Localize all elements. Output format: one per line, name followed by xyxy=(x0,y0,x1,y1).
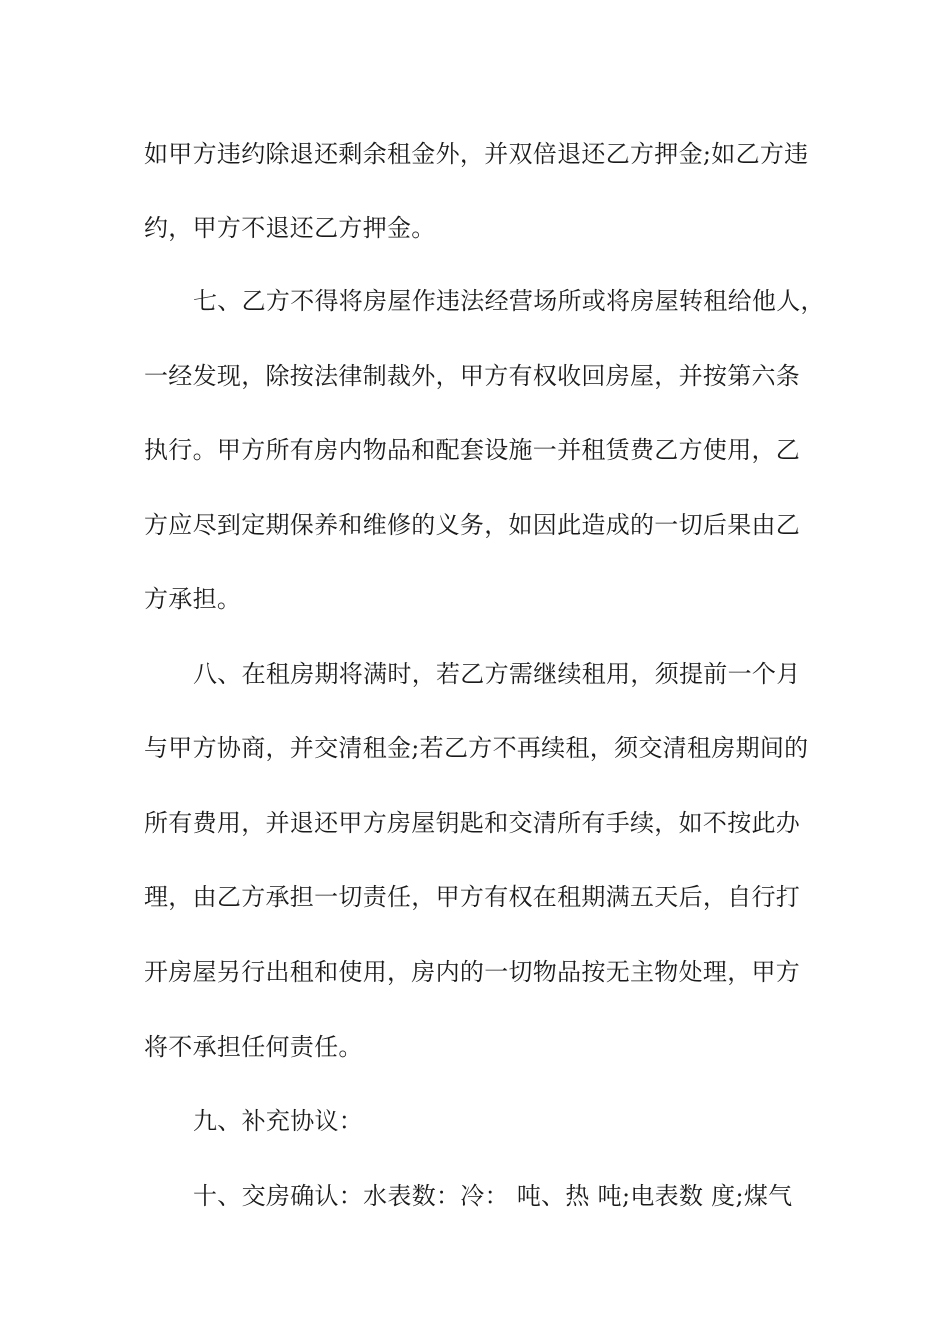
text-line-15: 十、交房确认：水表数：冷： 吨、热 吨;电表数 度;煤气 xyxy=(193,1182,793,1210)
text-line-3: 七、乙方不得将房屋作违法经营场所或将房屋转租给他人， xyxy=(193,287,825,315)
text-line-6: 方应尽到定期保养和维修的义务，如因此造成的一切后果由乙 xyxy=(144,511,801,539)
text-line-10: 所有费用，并退还甲方房屋钥匙和交清所有手续，如不按此办 xyxy=(144,809,801,837)
text-line-1: 如甲方违约除退还剩余租金外，并双倍退还乙方押金;如乙方违 xyxy=(144,140,809,168)
text-line-12: 开房屋另行出租和使用，房内的一切物品按无主物处理，甲方 xyxy=(144,958,801,986)
text-line-7: 方承担。 xyxy=(144,585,242,613)
text-line-2: 约，甲方不退还乙方押金。 xyxy=(144,214,436,242)
text-line-5: 执行。甲方所有房内物品和配套设施一并租赁费乙方使用，乙 xyxy=(144,436,801,464)
text-line-4: 一经发现，除按法律制裁外，甲方有权收回房屋，并按第六条 xyxy=(144,362,801,390)
text-line-11: 理，由乙方承担一切责任，甲方有权在租期满五天后，自行打 xyxy=(144,883,801,911)
text-line-9: 与甲方协商，并交清租金;若乙方不再续租，须交清租房期间的 xyxy=(144,734,809,762)
text-line-14: 九、补充协议： xyxy=(193,1107,364,1135)
text-line-13: 将不承担任何责任。 xyxy=(144,1033,363,1061)
text-line-8: 八、在租房期将满时，若乙方需继续租用，须提前一个月 xyxy=(193,660,801,688)
